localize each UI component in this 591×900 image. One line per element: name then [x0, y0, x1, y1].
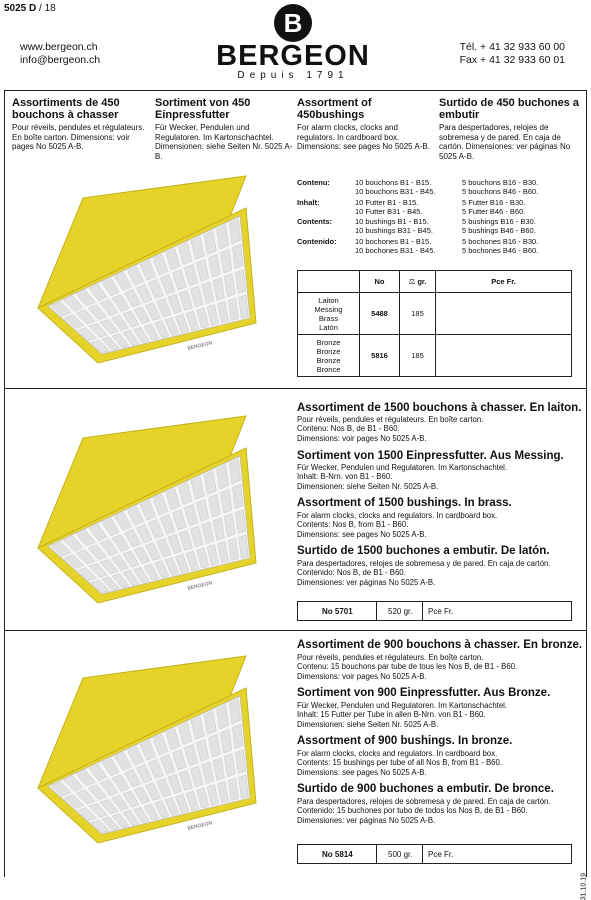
en-title: Assortment of 900 bushings. In bronze.	[297, 735, 513, 747]
es-text: Para despertadores, relojes de sobremesa y de pared. En caja de cartón. Contenido: 15 buchones por tubo de todos los Nos B, de B1 - B60. Dimensiones: ver páginas No 5025 A-B.	[297, 797, 551, 825]
contents-label: Contenu:	[297, 178, 330, 187]
contents-row-fr	[297, 178, 582, 198]
contents-value: 5 bochones B16 - B30. 5 bochones B46 - B60.	[462, 237, 539, 255]
weight-value: 500 gr.	[388, 850, 413, 859]
separator	[376, 602, 377, 620]
order-box	[297, 844, 572, 864]
assortment-box-image	[28, 408, 256, 603]
en-text: For alarm clocks, clocks and regulators. In cardboard box. Dimensions: see pages No 5025 A-B.	[297, 123, 430, 151]
tray-label: BERGEON	[187, 340, 213, 352]
col-price-header: Pce Fr.	[436, 271, 572, 293]
page-reference	[4, 3, 56, 14]
tray-label: BERGEON	[187, 580, 213, 592]
contents-row-de	[297, 198, 582, 218]
weight-icon: ⚖	[408, 277, 416, 286]
table-corner	[298, 271, 360, 293]
de-title: Sortiment von 1500 Einpressfutter. Aus Messing.	[297, 450, 564, 462]
contents-value: 5 Futter B16 - B30. 5 Futter B46 - B60.	[462, 198, 526, 216]
contents-label: Contenido:	[297, 237, 337, 246]
de-text: Für Wecker, Pendulen und Regulatoren. Im Kartonschachtel. Inhalt: 15 Futter per Tube in allen B-Nrn. von B1 - B60. Dimensionen: siehe Seiten Nr. 5025 A-B.	[297, 701, 508, 729]
contents-value: 10 bouchons B1 - B15. 10 bouchons B31 - B45.	[355, 178, 436, 196]
price-label: Pce Fr.	[428, 850, 454, 859]
es-title: Surtido de 450 buchones a embutir	[439, 97, 579, 121]
phone-number: Tél. + 41 32 933 60 00	[459, 41, 565, 53]
de-title: Sortiment von 450 Einpressfutter	[155, 97, 251, 121]
price-label: Pce Fr.	[428, 607, 454, 616]
contents-row-es	[297, 237, 582, 257]
page-code: 5025 D	[4, 3, 37, 14]
contents-value: 10 bochones B1 - B15. 10 bochones B31 - B45.	[355, 237, 436, 255]
frame-left	[4, 90, 5, 877]
es-title: Surtido de 900 buchones a embutir. De bronce.	[297, 783, 554, 795]
bergeon-logo	[198, 4, 388, 82]
separator	[422, 602, 423, 620]
contact-web	[20, 41, 100, 67]
weight-value: 520 gr.	[388, 607, 413, 616]
es-title: Surtido de 1500 buchones a embutir. De latón.	[297, 545, 550, 557]
es-text: Para despertadores, relojes de sobremesa y de pared. En caja de cartón. Contenido: Nos B, de B1 - B60. Dimensiones: ver páginas No 5025 A-B.	[297, 559, 551, 587]
website-link[interactable]: www.bergeon.ch	[20, 41, 98, 53]
col-weight-header: ⚖ gr.	[400, 271, 436, 293]
de-text: Für Wecker, Pendulen und Regulatoren. Im Kartonschachtel. Dimensionen: siehe Seiten Nr. 5025 A-B.	[155, 123, 293, 161]
en-text: For alarm clocks, clocks and regulators. In cardboard box. Contents: 15 bushings per tube of all Nos B, from B1 - B60. Dimensions: see pages No 5025 A-B.	[297, 749, 502, 777]
contents-value: 5 bushings B16 - B30. 5 bushings B46 - B60.	[462, 217, 536, 235]
fr-text: Pour réveils, pendules et régulateurs. En boîte carton. Contenu: Nos B, de B1 - B60. Dimensions: voir pages No 5025 A-B.	[297, 415, 484, 443]
fr-text: Pour réveils, pendules et régulateurs. En boîte carton. Contenu: 15 bouchons par tube de tous les Nos B, de B1 - B60. Dimensions: voir pages No 5025 A-B.	[297, 653, 518, 681]
en-title: Assortment of 1500 bushings. In brass.	[297, 497, 512, 509]
en-text: For alarm clocks, clocks and regulators. In cardboard box. Contents: Nos B, from B1 - B60. Dimensions: see pages No 5025 A-B.	[297, 511, 498, 539]
col-no-header: No	[360, 271, 400, 293]
contents-label: Inhalt:	[297, 198, 320, 207]
logo-badge: B	[274, 4, 312, 42]
article-number: 5816	[360, 335, 400, 377]
logo-since: Depuis 1791	[237, 70, 349, 81]
tray-label: BERGEON	[187, 820, 213, 832]
assortment-box-image	[28, 168, 256, 363]
divider	[4, 388, 587, 389]
frame-right	[586, 90, 587, 877]
de-text: Für Wecker, Pendulen und Regulatoren. Im Kartonschachtel. Inhalt: B-Nrn. von B1 - B60. Dimensionen: siehe Seiten Nr. 5025 A-B.	[297, 463, 508, 491]
de-title: Sortiment von 900 Einpressfutter. Aus Bronze.	[297, 687, 551, 699]
price-cell	[436, 293, 572, 335]
material-cell: Bronze Bronze Bronze Bronce	[298, 335, 360, 377]
contents-value: 10 bushings B1 - B15. 10 bushings B31 - B45.	[355, 217, 433, 235]
material-cell: Laiton Messing Brass Latón	[298, 293, 360, 335]
contents-row-en	[297, 217, 582, 237]
email-link[interactable]: info@bergeon.ch	[20, 54, 101, 66]
contents-value: 5 bouchons B16 - B30. 5 bouchons B46 - B60.	[462, 178, 539, 196]
separator	[422, 845, 423, 863]
article-number: No 5701	[322, 607, 353, 616]
article-number: No 5814	[322, 850, 353, 859]
separator	[376, 845, 377, 863]
spec-table	[297, 270, 572, 377]
weight-value: 185	[400, 293, 436, 335]
fr-title: Assortiment de 1500 bouchons à chasser. En laiton.	[297, 402, 582, 414]
fr-title: Assortiment de 900 bouchons à chasser. En bronze.	[297, 639, 583, 651]
fr-title: Assortiments de 450 bouchons à chasser	[12, 97, 120, 121]
divider	[4, 630, 587, 631]
page-number: / 18	[39, 3, 56, 14]
article-number: 5488	[360, 293, 400, 335]
contents-value: 10 Futter B1 - B15. 10 Futter B31 - B45.	[355, 198, 423, 216]
order-box	[297, 601, 572, 621]
assortment-box-image	[28, 648, 256, 843]
divider	[4, 90, 587, 91]
price-cell	[436, 335, 572, 377]
fr-text: Pour réveils, pendules et régulateurs. En boîte carton. Dimensions: voir pages No 5025 A-B.	[12, 123, 145, 151]
contact-phone	[460, 41, 565, 67]
fax-number: Fax + 41 32 933 60 01	[459, 54, 565, 66]
weight-value: 185	[400, 335, 436, 377]
contents-label: Contents:	[297, 217, 332, 226]
es-text: Para despertadores, relojes de sobremesa y de pared. En caja de cartón. Dimensiones: ver páginas No 5025 A-B.	[439, 123, 571, 161]
print-date: 31.10.19	[580, 873, 587, 900]
logo-word: BERGEON	[216, 40, 370, 72]
en-title: Assortment of 450bushings	[297, 97, 372, 121]
